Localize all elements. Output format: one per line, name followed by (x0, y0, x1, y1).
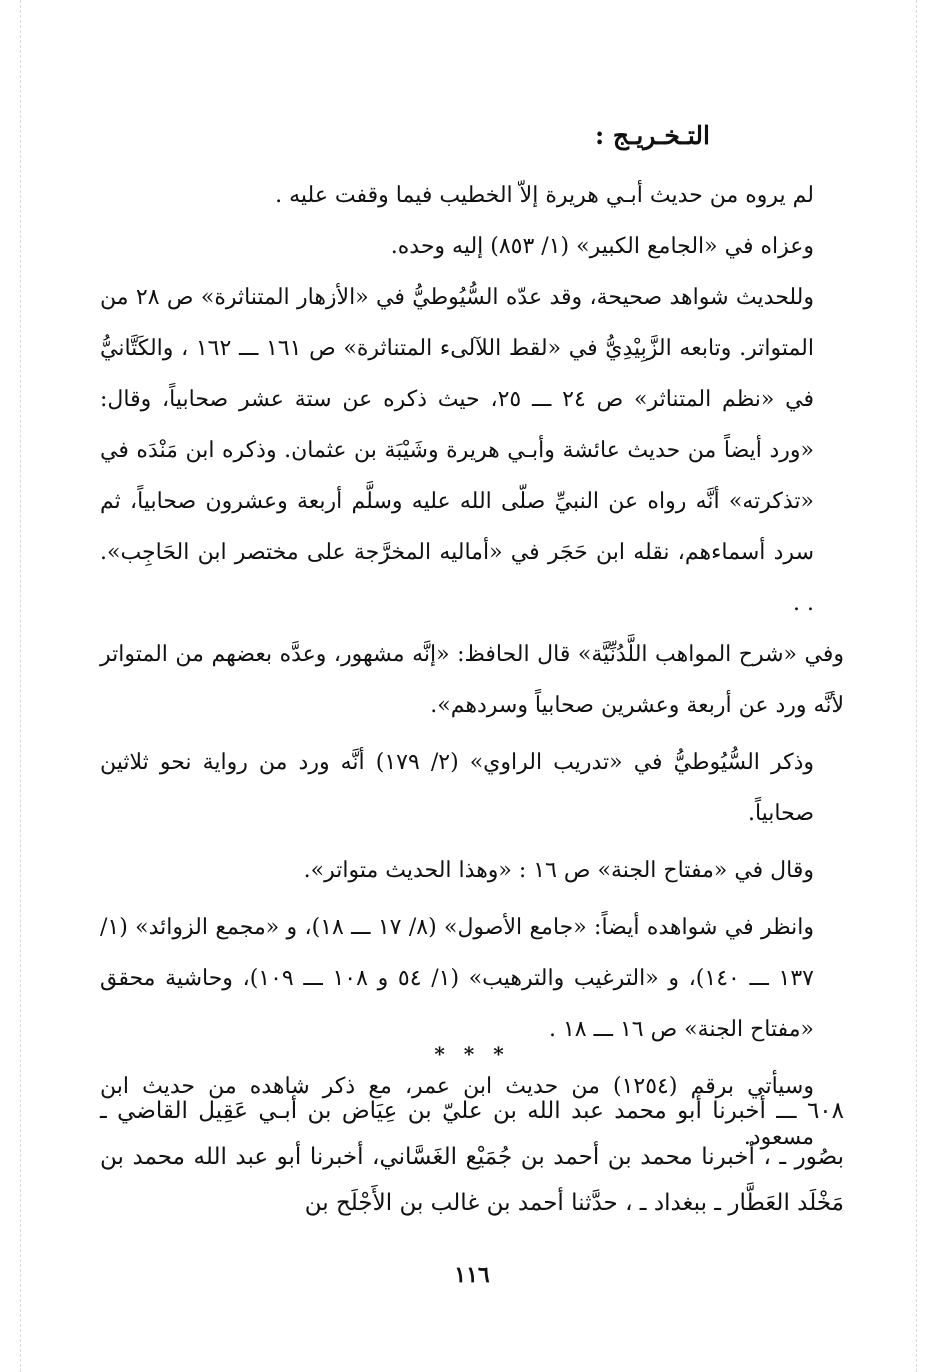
right-margin-guide (916, 0, 917, 1372)
left-margin-guide (20, 0, 21, 1372)
paragraph-2: وعزاه في «الجامع الكبير» (١/ ٨٥٣) إليه وحده. (390, 234, 814, 259)
paragraph-1: لم يروه من حديث أبـي هريرة إلاّ الخطيب فيما وقفت عليه . (275, 183, 814, 208)
paragraph-5: وذكر السُّيُوطيُّ في «تدريب الراوي» (٢/ ١٧٩) أنَّه ورد من رواية نحو ثلاثين صحابياً. (100, 750, 815, 826)
paragraph-6: وقال في «مفتاح الجنة» ص ١٦ : «وهذا الحديث متواتر». (303, 858, 814, 883)
paragraph-7: وانظر في شواهده أيضاً: «جامع الأصول» (٨/ ١٧ ـــ ١٨)، و «مجمع الزوائد» (١/ ١٣٧ ـــ ١٤٠)، و «الترغيب والترهيب» (١/ ٥٤ و ١٠٨ ـــ ١٠٩)، وحاشية محقق «مفتاح الجنة» ص ١٦ ـــ ١٨ . (100, 915, 814, 1042)
takhrij-body (100, 170, 844, 1163)
paragraph-3: وللحديث شواهد صحيحة، وقد عدّه السُّيُوطيُّ في «الأزهار المتناثرة» ص ٢٨ من المتواتر. وتابعه الزَّبِيْدِيُّ في «لقط اللآلىء المتناثرة» ص ١٦١ ـــ ١٦٢ ، والكَتَّانيُّ في «نظم المتناثر» ص ٢٤ ـــ ٢٥، حيث ذكره عن ستة عشر صحابياً، وقال: «ورد أيضاً من حديث عائشة وأبـي هريرة وشَيْبَة بن عثمان. وذكره ابن مَنْدَه في «تذكرته» أنَّه رواه عن النبيِّ صلّى الله عليه وسلَّم أربعة وعشرون صحابياً، ثم سرد أسماءهم، نقله ابن حَجَر في «أماليه المخرَّجة على مختصر ابن الحَاجِب». . . (100, 285, 815, 616)
paragraph-8: وسيأتي برقم (١٢٥٤) من حديث ابن عمر، مع ذكر شاهده من حديث ابن مسعود. (100, 1074, 814, 1150)
paragraph-4: وفي «شرح المواهب اللَّدُنِّيَّة» قال الحافظ: «إنَّه مشهور، وعدَّه بعضهم من المتواتر لأنَّه ورد عن أربعة وعشرين صحابياً وسردهم». (100, 642, 844, 718)
section-separator: * * * (434, 1042, 510, 1066)
hadith-608: ٦٠٨ ـــ أخبرنا أبو محمد عبد الله بن عليّ بن عِيَاض بن أبـي عَقِيل القاضي ـ بصُور ـ ، أخبرنا محمد بن أحمد بن جُمَيْع الغَسَّاني، أخبرنا أبو عبد الله محمد بن مَخْلَد العَطَّار ـ ببغداد ـ ، حدَّثنا أحمد بن غالب بن الأَجْلَح بن (100, 1098, 844, 1216)
page-number: ١١٦ (454, 1262, 490, 1288)
section-heading: التـخـريـج : (594, 121, 710, 150)
